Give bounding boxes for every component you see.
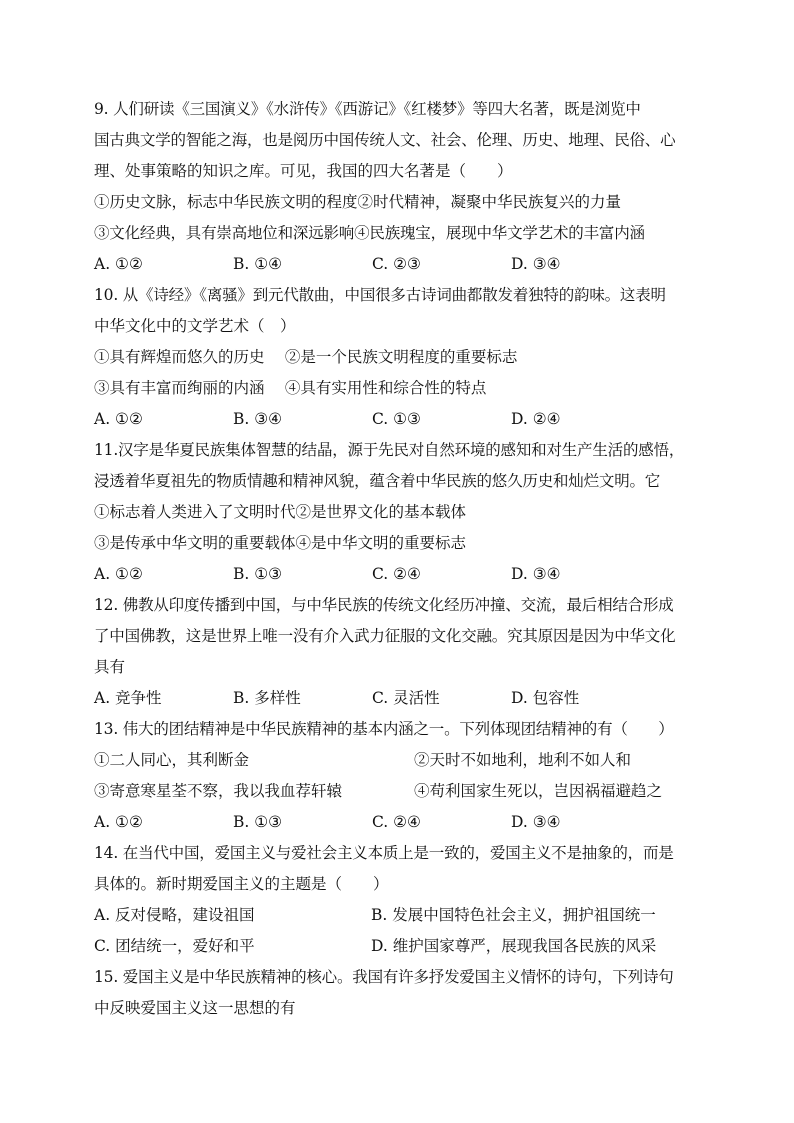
question-9	[94, 94, 704, 280]
option-b[interactable]: B. ①④	[233, 255, 283, 273]
option-c[interactable]: C. 灵活性	[372, 689, 440, 707]
question-stem-line: 具体的。新时期爱国主义的主题是（ ）	[94, 875, 389, 893]
question-stem-line: 理、处事策略的知识之库。可见，我国的四大名著是（ ）	[94, 162, 513, 180]
option-c[interactable]: C. ②④	[372, 565, 421, 583]
option-c[interactable]: C. ②④	[372, 813, 421, 831]
option-a[interactable]: A. 反对侵略，建设祖国	[94, 906, 255, 924]
option-d[interactable]: D. 包容性	[511, 689, 580, 707]
option-d[interactable]: D. ③④	[511, 813, 561, 831]
option-d[interactable]: D. ③④	[511, 255, 561, 273]
option-d[interactable]: D. 维护国家尊严，展现我国各民族的风采	[371, 937, 657, 955]
statement-line: ③是传承中华文明的重要载体④是中华文明的重要标志	[94, 534, 467, 552]
answer-options	[94, 931, 704, 962]
question-stem-line: 浸透着华夏祖先的物质情趣和精神风貌，蕴含着中华民族的悠久历史和灿烂文明。它	[94, 472, 661, 490]
question-stem-line: 14. 在当代中国，爱国主义与爱社会主义本质上是一致的，爱国主义不是抽象的，而是	[94, 844, 674, 862]
option-c[interactable]: C. 团结统一，爱好和平	[94, 937, 255, 955]
option-d[interactable]: D. ③④	[511, 565, 561, 583]
question-stem-line: 9. 人们研读《三国演义》《水浒传》《西游记》《红楼梦》等四大名著，既是浏览中	[94, 100, 641, 118]
question-stem-line: 具有	[94, 658, 126, 676]
answer-options	[94, 807, 704, 838]
option-d[interactable]: D. ②④	[511, 410, 561, 428]
answer-options	[94, 900, 704, 931]
option-a[interactable]: A. ①②	[94, 255, 143, 273]
option-b[interactable]: B. ①③	[233, 813, 283, 831]
statement-pair	[94, 745, 704, 776]
option-a[interactable]: A. ①②	[94, 565, 143, 583]
question-stem-line: 国古典文学的智能之海，也是阅历中国传统人文、社会、伦理、历史、地理、民俗、心	[94, 131, 676, 149]
statement-4: ④苟利国家生死以，岂因祸福避趋之	[414, 782, 663, 800]
question-stem-line: 12. 佛教从印度传播到中国，与中华民族的传统文化经历冲撞、交流，最后相结合形成	[94, 596, 674, 614]
question-11	[94, 435, 704, 590]
question-stem-line: 13. 伟大的团结精神是中华民族精神的基本内涵之一。下列体现团结精神的有（ ）	[94, 720, 674, 738]
statement-line: ①具有辉煌而悠久的历史 ②是一个民族文明程度的重要标志	[94, 348, 518, 366]
answer-options	[94, 559, 704, 590]
question-15	[94, 962, 704, 1024]
statement-1: ①二人同心，其利断金	[94, 751, 250, 769]
statement-line: ③文化经典，具有崇高地位和深远影响④民族瑰宝，展现中华文学艺术的丰富内涵	[94, 224, 645, 242]
answer-options	[94, 404, 704, 435]
question-stem-line: 中华文化中的文学艺术（ ）	[94, 317, 296, 335]
statement-line: ③具有丰富而绚丽的内涵 ④具有实用性和综合性的特点	[94, 379, 487, 397]
statement-line: ①标志着人类进入了文明时代②是世界文化的基本载体	[94, 503, 467, 521]
option-b[interactable]: B. 多样性	[233, 689, 301, 707]
answer-options	[94, 249, 704, 280]
question-stem-line: 10. 从《诗经》《离骚》到元代散曲，中国很多古诗词曲都散发着独特的韵味。这表明	[94, 286, 666, 304]
statement-3: ③寄意寒星荃不察，我以我血荐轩辕	[94, 782, 343, 800]
option-a[interactable]: A. ①②	[94, 410, 143, 428]
option-b[interactable]: B. 发展中国特色社会主义，拥护祖国统一	[371, 906, 656, 924]
option-b[interactable]: B. ①③	[233, 565, 283, 583]
question-10	[94, 280, 704, 435]
question-stem-line: 15. 爱国主义是中华民族精神的核心。我国有许多抒发爱国主义情怀的诗句，下列诗句	[94, 968, 674, 986]
question-stem-line: 11.汉字是华夏民族集体智慧的结晶，源于先民对自然环境的感知和对生产生活的感悟，	[94, 441, 685, 459]
statement-line: ①历史文脉，标志中华民族文明的程度②时代精神，凝聚中华民族复兴的力量	[94, 193, 622, 211]
statement-pair	[94, 776, 704, 807]
option-c[interactable]: C. ②③	[372, 255, 421, 273]
question-stem-line: 中反映爱国主义这一思想的有	[94, 999, 296, 1017]
statement-2: ②天时不如地利，地利不如人和	[414, 751, 632, 769]
question-stem-line: 了中国佛教，这是世界上唯一没有介入武力征服的文化交融。究其原因是因为中华文化	[94, 627, 676, 645]
option-c[interactable]: C. ①③	[372, 410, 421, 428]
answer-options	[94, 683, 704, 714]
question-list	[94, 94, 704, 1024]
option-a[interactable]: A. 竞争性	[94, 689, 162, 707]
question-14	[94, 838, 704, 962]
option-b[interactable]: B. ③④	[233, 410, 283, 428]
question-13	[94, 714, 704, 838]
option-a[interactable]: A. ①②	[94, 813, 143, 831]
question-12	[94, 590, 704, 714]
